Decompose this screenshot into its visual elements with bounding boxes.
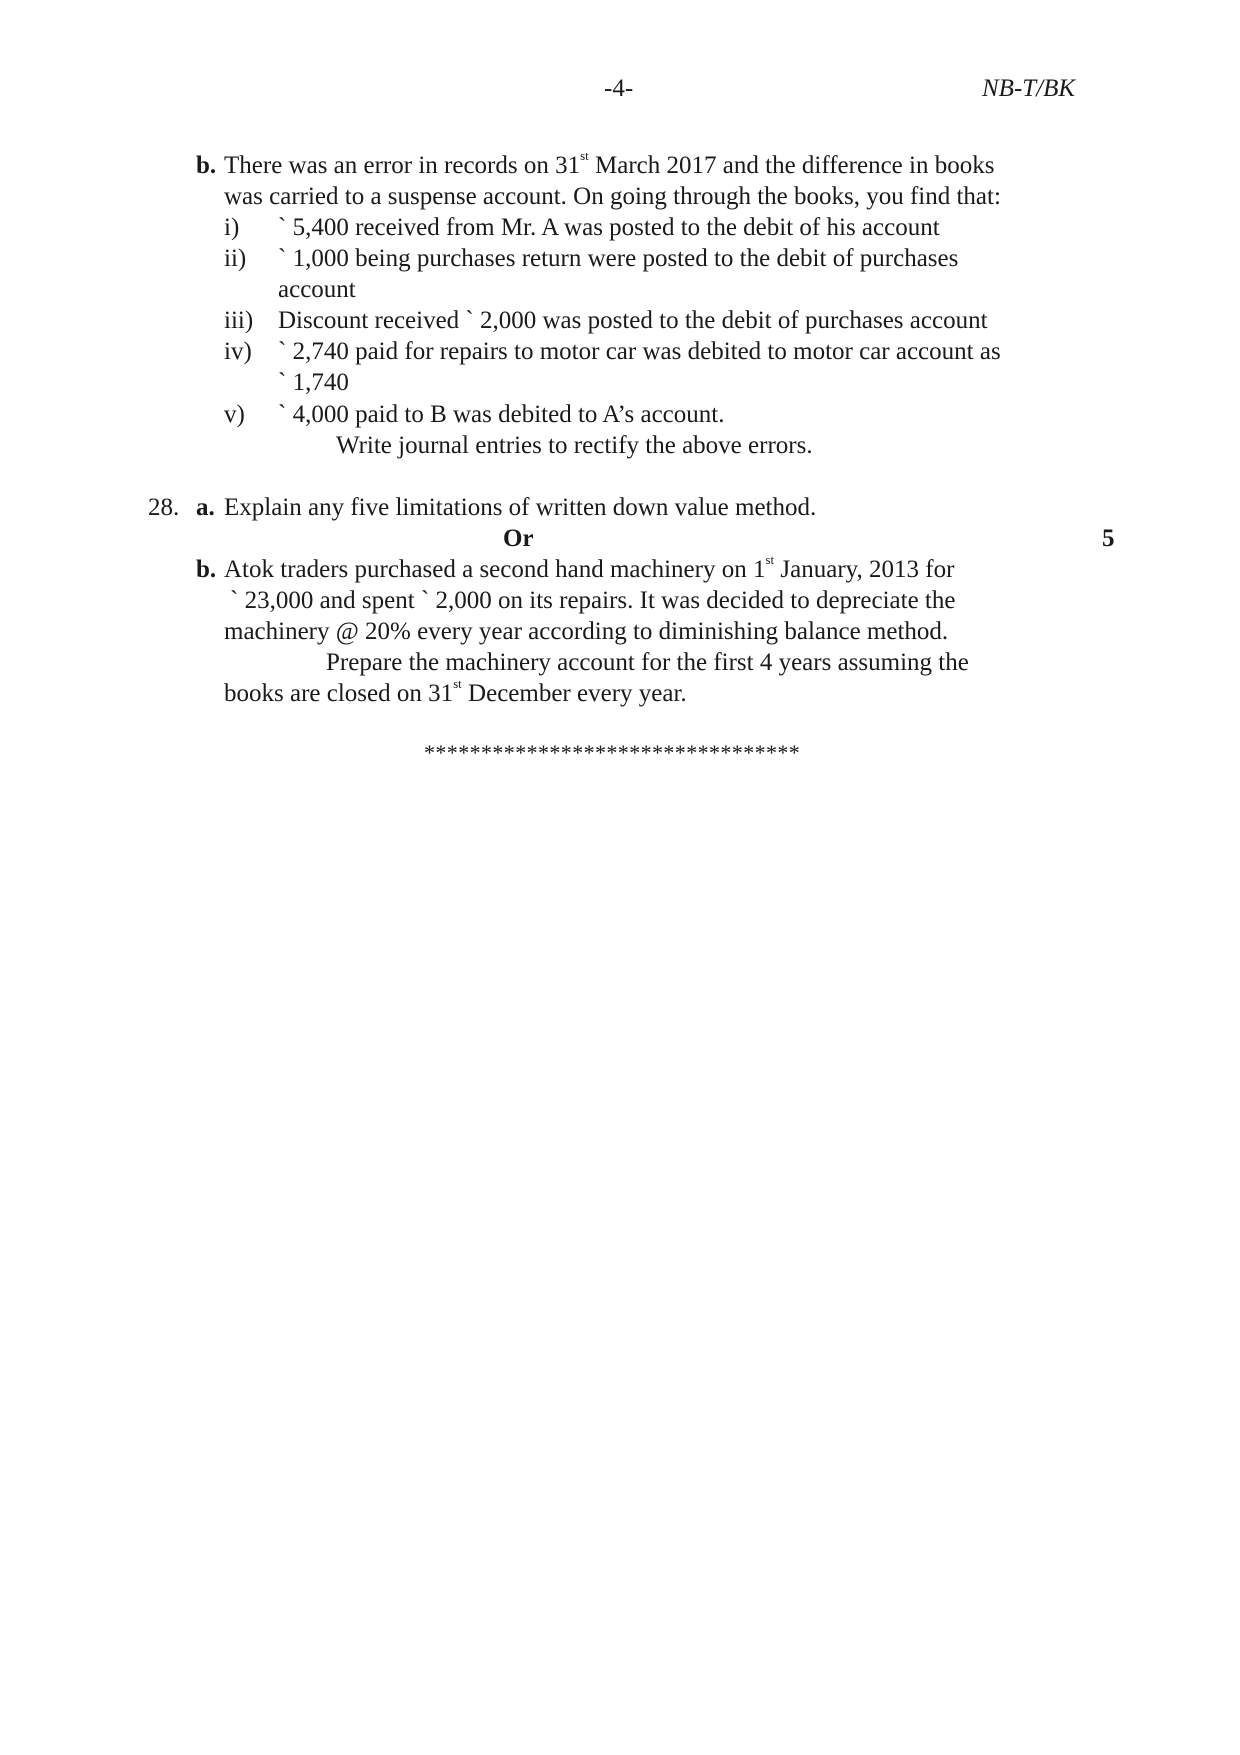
q27b-item-num: ii) — [224, 245, 247, 272]
q28a-label: a. — [196, 494, 215, 521]
paper-code: NB-T/BK — [982, 75, 1076, 102]
marks: 5 — [1102, 525, 1115, 552]
q27b-line-2: was carried to a suspense account. On going through the books, you find that: — [224, 183, 1001, 210]
q28a-text: Explain any five limitations of written down value method. — [224, 494, 817, 521]
page-number: -4- — [604, 75, 634, 102]
q27b-item-continuation: account — [278, 276, 356, 303]
q28b-line-3: machinery @ 20% every year according to diminishing balance method. — [224, 618, 949, 645]
q27b-item-num: iv) — [224, 338, 252, 365]
q27b-line-1: There was an error in records on 31st March 2017 and the difference in books — [224, 148, 995, 179]
end-marker: ********************************* — [424, 740, 801, 765]
q27b-item-text: ` 2,740 paid for repairs to motor car was debited to motor car account as — [278, 338, 1001, 365]
q27b-item-text: Discount received ` 2,000 was posted to the debit of purchases account — [278, 307, 988, 334]
or-separator: Or — [503, 525, 534, 552]
q28b-line-5: books are closed on 31st December every year. — [224, 676, 687, 707]
q27b-instruction: Write journal entries to rectify the above errors. — [336, 432, 813, 459]
q27b-item-num: v) — [224, 401, 245, 428]
q28b-line-4: Prepare the machinery account for the first 4 years assuming the — [326, 649, 969, 676]
q27b-item-num: i) — [224, 214, 240, 241]
q27b-item-text: ` 5,400 received from Mr. A was posted to the debit of his account — [278, 214, 940, 241]
q27b-item-num: iii) — [224, 307, 254, 334]
q27b-label: b. — [196, 152, 217, 179]
q27b-item-text: ` 1,000 being purchases return were posted to the debit of purchases — [278, 245, 959, 272]
q28b-line-2: ` 23,000 and spent ` 2,000 on its repairs. It was decided to depreciate the — [230, 587, 956, 614]
q28-number: 28. — [148, 494, 180, 521]
q27b-item-text: ` 4,000 paid to B was debited to A’s account. — [278, 401, 725, 428]
q28b-line-1: Atok traders purchased a second hand machinery on 1st January, 2013 for — [224, 552, 955, 583]
q28b-label: b. — [196, 556, 217, 583]
q27b-item-continuation: ` 1,740 — [278, 369, 349, 396]
